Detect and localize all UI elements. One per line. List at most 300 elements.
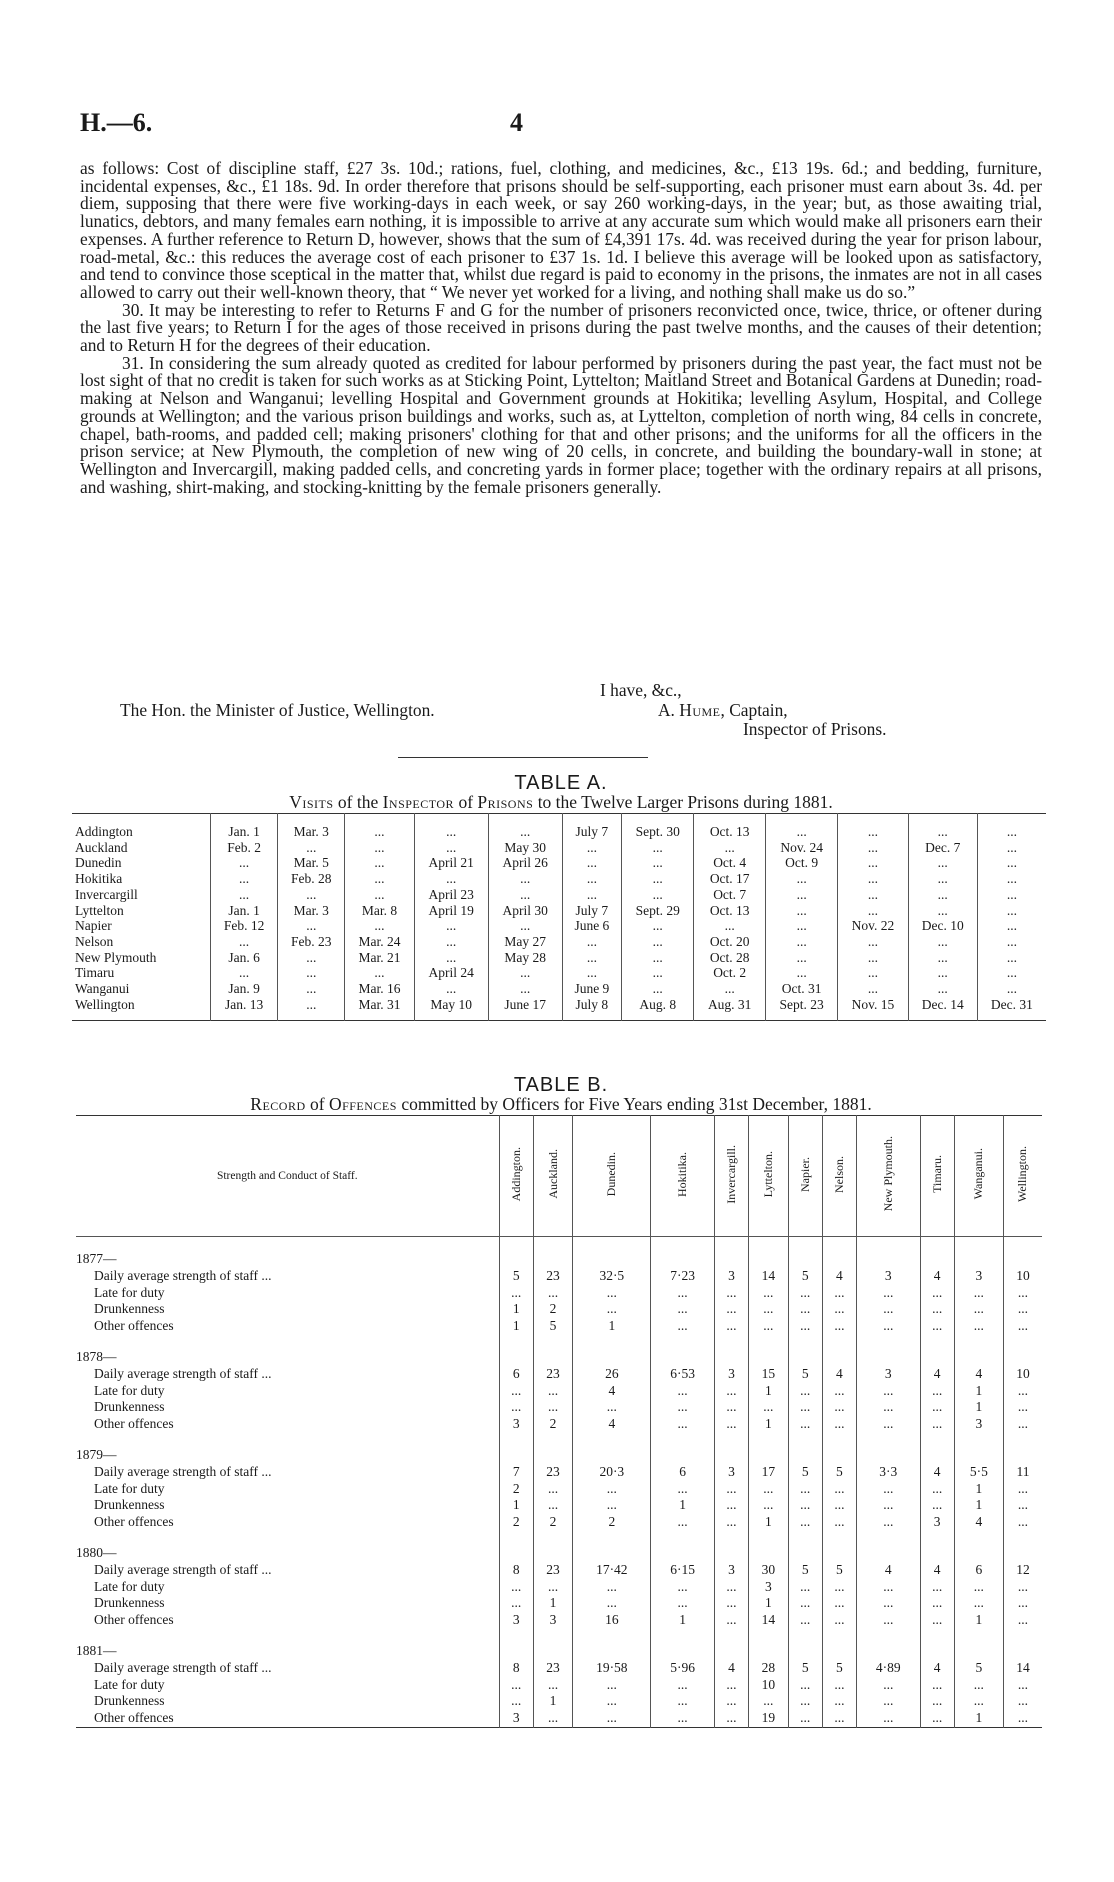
visit-date-cell: ...: [345, 814, 414, 840]
value-cell: 23: [533, 1660, 573, 1677]
visit-date-cell: ...: [211, 965, 278, 981]
value-cell: ...: [822, 1399, 856, 1416]
subtitle-word: of: [454, 792, 478, 812]
empty-cell: [822, 1237, 856, 1268]
empty-cell: [533, 1433, 573, 1464]
table-row: [76, 1383, 1042, 1400]
visit-date-cell: June 17: [488, 997, 562, 1021]
value-cell: ...: [714, 1612, 748, 1629]
visit-date-cell: ...: [414, 871, 488, 887]
table-row: [76, 1677, 1042, 1694]
visit-date-cell: ...: [977, 814, 1046, 840]
table-row: [72, 855, 1046, 871]
empty-cell: [499, 1433, 533, 1464]
row-label: Daily average strength of staff ...: [94, 1267, 272, 1283]
value-cell: 1: [533, 1595, 573, 1612]
value-cell: ...: [714, 1481, 748, 1498]
empty-cell: [822, 1531, 856, 1562]
visit-date-cell: Oct. 13: [694, 814, 765, 840]
visit-date-cell: ...: [694, 918, 765, 934]
column-header-text: New Plymouth.: [880, 1136, 895, 1212]
visit-date-cell: Oct. 4: [694, 855, 765, 871]
value-cell: 3: [856, 1366, 920, 1383]
visit-date-cell: ...: [838, 840, 908, 856]
visit-date-cell: ...: [211, 871, 278, 887]
value-cell: 1: [954, 1710, 1003, 1727]
visit-date-cell: ...: [211, 855, 278, 871]
value-cell: ...: [1003, 1285, 1042, 1302]
value-cell: ...: [1003, 1318, 1042, 1335]
value-cell: 5: [954, 1660, 1003, 1677]
value-cell: 1: [954, 1481, 1003, 1498]
empty-cell: [856, 1335, 920, 1366]
value-cell: ...: [533, 1677, 573, 1694]
visit-date-cell: Oct. 2: [694, 965, 765, 981]
value-cell: ...: [822, 1612, 856, 1629]
visit-date-cell: ...: [765, 918, 838, 934]
visit-date-cell: Mar. 31: [345, 997, 414, 1021]
value-cell: ...: [573, 1285, 651, 1302]
empty-cell: [822, 1335, 856, 1366]
empty-cell: [573, 1335, 651, 1366]
value-cell: ...: [822, 1318, 856, 1335]
value-cell: 4: [714, 1660, 748, 1677]
value-cell: 5: [822, 1660, 856, 1677]
empty-cell: [954, 1433, 1003, 1464]
prison-name: Auckland: [75, 839, 128, 855]
empty-cell: [788, 1335, 822, 1366]
visit-date-cell: Jan. 1: [211, 814, 278, 840]
value-cell: ...: [651, 1579, 715, 1596]
value-cell: 17: [749, 1464, 789, 1481]
value-cell: ...: [822, 1416, 856, 1433]
prison-name: Addington: [75, 824, 133, 839]
value-cell: 1: [749, 1595, 789, 1612]
body-text: [80, 160, 1042, 496]
row-label: Other offences: [94, 1514, 174, 1530]
value-cell: ...: [714, 1595, 748, 1612]
empty-cell: [533, 1629, 573, 1660]
visit-date-cell: ...: [908, 814, 977, 840]
visit-date-cell: Dec. 7: [908, 840, 977, 856]
value-cell: ...: [856, 1301, 920, 1318]
value-cell: 5: [533, 1318, 573, 1335]
visit-date-cell: April 26: [488, 855, 562, 871]
visit-date-cell: Aug. 8: [621, 997, 694, 1021]
prison-name: Hokitika: [75, 871, 123, 887]
visit-date-cell: Jan. 9: [211, 981, 278, 997]
value-cell: 4·89: [856, 1660, 920, 1677]
value-cell: 28: [749, 1660, 789, 1677]
document-reference: H.—6.: [80, 108, 153, 137]
value-cell: ...: [856, 1383, 920, 1400]
table-row: [76, 1612, 1042, 1629]
visit-date-cell: ...: [977, 887, 1046, 903]
table-a-subtitle: [80, 792, 1042, 813]
visit-date-cell: Aug. 31: [694, 997, 765, 1021]
value-cell: ...: [499, 1693, 533, 1710]
row-label: Late for duty: [94, 1480, 165, 1496]
visit-date-cell: ...: [908, 934, 977, 950]
empty-cell: [651, 1629, 715, 1660]
visit-date-cell: Mar. 5: [278, 855, 345, 871]
value-cell: ...: [714, 1285, 748, 1302]
value-cell: ...: [954, 1579, 1003, 1596]
value-cell: 1: [499, 1497, 533, 1514]
column-header-text: Lyttelton.: [760, 1150, 775, 1198]
table-row: [76, 1660, 1042, 1677]
value-cell: ...: [788, 1612, 822, 1629]
visit-date-cell: May 30: [488, 840, 562, 856]
visit-date-cell: ...: [977, 871, 1046, 887]
column-header-text: Timaru.: [929, 1155, 944, 1193]
value-cell: ...: [1003, 1693, 1042, 1710]
value-cell: ...: [533, 1285, 573, 1302]
visit-date-cell: ...: [345, 871, 414, 887]
visit-date-cell: ...: [621, 887, 694, 903]
value-cell: ...: [499, 1595, 533, 1612]
year-label: 1878—: [76, 1348, 117, 1364]
value-cell: ...: [651, 1416, 715, 1433]
visit-date-cell: Dec. 31: [977, 997, 1046, 1021]
column-header: [749, 1116, 789, 1237]
visit-date-cell: ...: [977, 934, 1046, 950]
value-cell: 3: [954, 1268, 1003, 1285]
value-cell: ...: [1003, 1301, 1042, 1318]
visit-date-cell: Dec. 10: [908, 918, 977, 934]
separator-rule: [398, 757, 648, 758]
value-cell: 5: [822, 1464, 856, 1481]
visit-date-cell: ...: [977, 965, 1046, 981]
value-cell: 10: [749, 1677, 789, 1694]
value-cell: 4: [920, 1660, 954, 1677]
empty-cell: [954, 1531, 1003, 1562]
empty-cell: [651, 1335, 715, 1366]
value-cell: 5: [788, 1464, 822, 1481]
visit-date-cell: ...: [488, 918, 562, 934]
visit-date-cell: ...: [908, 855, 977, 871]
visit-date-cell: Oct. 17: [694, 871, 765, 887]
empty-cell: [573, 1531, 651, 1562]
value-cell: ...: [920, 1301, 954, 1318]
column-header-text: Nelson.: [831, 1155, 846, 1193]
value-cell: ...: [573, 1693, 651, 1710]
visit-date-cell: ...: [908, 981, 977, 997]
value-cell: ...: [920, 1579, 954, 1596]
table-row: [76, 1693, 1042, 1710]
column-header: [499, 1116, 533, 1237]
row-label: Late for duty: [94, 1382, 165, 1398]
visit-date-cell: ...: [345, 965, 414, 981]
value-cell: 10: [1003, 1366, 1042, 1383]
visit-date-cell: ...: [345, 918, 414, 934]
row-label: Drunkenness: [94, 1595, 165, 1611]
empty-cell: [1003, 1629, 1042, 1660]
value-cell: ...: [1003, 1481, 1042, 1498]
value-cell: ...: [920, 1693, 954, 1710]
value-cell: 6·15: [651, 1562, 715, 1579]
value-cell: 10: [1003, 1268, 1042, 1285]
table-row: [76, 1481, 1042, 1498]
value-cell: ...: [856, 1481, 920, 1498]
visit-date-cell: ...: [838, 871, 908, 887]
value-cell: 3: [856, 1268, 920, 1285]
visit-date-cell: ...: [488, 871, 562, 887]
value-cell: ...: [788, 1481, 822, 1498]
empty-cell: [499, 1237, 533, 1268]
row-label: Daily average strength of staff ...: [94, 1365, 272, 1381]
empty-cell: [920, 1335, 954, 1366]
value-cell: 15: [749, 1366, 789, 1383]
value-cell: 2: [533, 1416, 573, 1433]
visit-date-cell: July 7: [562, 814, 621, 840]
year-label: 1879—: [76, 1446, 117, 1462]
value-cell: 3: [920, 1514, 954, 1531]
value-cell: 1: [573, 1318, 651, 1335]
row-label: Drunkenness: [94, 1497, 165, 1513]
value-cell: ...: [1003, 1399, 1042, 1416]
value-cell: 7: [499, 1464, 533, 1481]
value-cell: ...: [714, 1301, 748, 1318]
visit-date-cell: Feb. 23: [278, 934, 345, 950]
visit-date-cell: Mar. 3: [278, 814, 345, 840]
table-row: [72, 934, 1046, 950]
value-cell: ...: [651, 1710, 715, 1727]
empty-cell: [822, 1433, 856, 1464]
visit-date-cell: ...: [278, 981, 345, 997]
value-cell: ...: [499, 1383, 533, 1400]
subtitle-word: committed by Officers for Five Years ending 31st December, 1881.: [396, 1094, 872, 1114]
value-cell: 5: [788, 1366, 822, 1383]
column-header: [651, 1116, 715, 1237]
table-row: [76, 1318, 1042, 1335]
column-header: [954, 1116, 1003, 1237]
row-label: Other offences: [94, 1710, 174, 1726]
value-cell: 3: [499, 1416, 533, 1433]
value-cell: 14: [749, 1268, 789, 1285]
value-cell: ...: [920, 1399, 954, 1416]
value-cell: ...: [1003, 1416, 1042, 1433]
value-cell: ...: [1003, 1710, 1042, 1727]
visit-date-cell: ...: [765, 814, 838, 840]
row-label: Drunkenness: [94, 1693, 165, 1709]
empty-cell: [573, 1433, 651, 1464]
visit-date-cell: ...: [414, 814, 488, 840]
value-cell: 4: [856, 1562, 920, 1579]
empty-cell: [573, 1237, 651, 1268]
page-number: 4: [510, 108, 523, 137]
value-cell: ...: [954, 1318, 1003, 1335]
visit-date-cell: April 30: [488, 903, 562, 919]
visit-date-cell: Oct. 20: [694, 934, 765, 950]
prison-name: Wanganui: [75, 981, 130, 997]
value-cell: ...: [788, 1416, 822, 1433]
visit-date-cell: Sept. 23: [765, 997, 838, 1021]
visit-date-cell: ...: [977, 855, 1046, 871]
empty-cell: [499, 1629, 533, 1660]
visit-date-cell: ...: [908, 950, 977, 966]
value-cell: 5·96: [651, 1660, 715, 1677]
empty-cell: [788, 1531, 822, 1562]
value-cell: 3: [714, 1464, 748, 1481]
visit-date-cell: ...: [211, 934, 278, 950]
table-row: [76, 1366, 1042, 1383]
value-cell: 23: [533, 1268, 573, 1285]
value-cell: ...: [749, 1693, 789, 1710]
visit-date-cell: April 19: [414, 903, 488, 919]
value-cell: 23: [533, 1562, 573, 1579]
value-cell: ...: [499, 1579, 533, 1596]
visit-date-cell: ...: [488, 981, 562, 997]
prison-name: Lyttelton: [75, 902, 124, 918]
empty-cell: [920, 1629, 954, 1660]
visit-date-cell: Oct. 13: [694, 903, 765, 919]
signatory-initial: A.: [658, 700, 680, 720]
value-cell: ...: [788, 1693, 822, 1710]
value-cell: ...: [749, 1399, 789, 1416]
empty-cell: [1003, 1237, 1042, 1268]
paragraph: 30. It may be interesting to refer to Returns F and G for the number of prisoners reconvicted once, twice, thrice, or oftener during the last five years; to Return I for the ages of those received in prisons during the past twelve months, and the causes of their detention; and to Return H for the degrees of their education.: [80, 299, 1042, 356]
row-label: Daily average strength of staff ...: [94, 1561, 272, 1577]
year-row: [76, 1335, 1042, 1366]
visit-date-cell: July 7: [562, 903, 621, 919]
row-label: Drunkenness: [94, 1399, 165, 1415]
year-row: [76, 1237, 1042, 1268]
table-row: [72, 918, 1046, 934]
value-cell: ...: [714, 1677, 748, 1694]
value-cell: ...: [573, 1301, 651, 1318]
empty-cell: [714, 1531, 748, 1562]
empty-cell: [533, 1335, 573, 1366]
subtitle-word: Prisons: [477, 792, 534, 812]
value-cell: 6: [499, 1366, 533, 1383]
table-row: [72, 950, 1046, 966]
value-cell: ...: [1003, 1514, 1042, 1531]
value-cell: ...: [1003, 1497, 1042, 1514]
value-cell: ...: [573, 1481, 651, 1498]
visit-date-cell: ...: [488, 814, 562, 840]
table-row: [76, 1301, 1042, 1318]
value-cell: 1: [749, 1514, 789, 1531]
visit-date-cell: Nov. 24: [765, 840, 838, 856]
row-label: Other offences: [94, 1318, 174, 1334]
column-header: [1003, 1116, 1042, 1237]
table-row: [76, 1416, 1042, 1433]
visit-date-cell: ...: [562, 871, 621, 887]
visit-date-cell: ...: [345, 855, 414, 871]
value-cell: ...: [920, 1595, 954, 1612]
empty-cell: [856, 1531, 920, 1562]
empty-cell: [651, 1433, 715, 1464]
value-cell: ...: [822, 1514, 856, 1531]
value-cell: ...: [920, 1710, 954, 1727]
column-header-text: Hokitika.: [675, 1151, 690, 1197]
value-cell: ...: [749, 1301, 789, 1318]
visit-date-cell: ...: [621, 965, 694, 981]
value-cell: ...: [714, 1497, 748, 1514]
year-label: 1880—: [76, 1544, 117, 1560]
value-cell: ...: [573, 1579, 651, 1596]
value-cell: ...: [856, 1318, 920, 1335]
value-cell: 5: [788, 1660, 822, 1677]
empty-cell: [714, 1433, 748, 1464]
value-cell: ...: [651, 1693, 715, 1710]
signature-block: [80, 682, 1042, 742]
visit-date-cell: Mar. 8: [345, 903, 414, 919]
value-cell: ...: [822, 1693, 856, 1710]
value-cell: 6·53: [651, 1366, 715, 1383]
value-cell: ...: [788, 1301, 822, 1318]
subtitle-word: Visits: [289, 792, 334, 812]
visit-date-cell: Mar. 21: [345, 950, 414, 966]
table-b-subtitle: [80, 1094, 1042, 1115]
signatory-title: Inspector of Prisons.: [743, 719, 887, 739]
signatory-name: Hume: [679, 700, 721, 720]
table-row: [76, 1285, 1042, 1302]
value-cell: ...: [499, 1285, 533, 1302]
value-cell: 26: [573, 1366, 651, 1383]
value-cell: ...: [920, 1318, 954, 1335]
value-cell: ...: [822, 1579, 856, 1596]
row-label: Other offences: [94, 1416, 174, 1432]
table-b: [76, 1115, 1042, 1728]
visit-date-cell: Sept. 30: [621, 814, 694, 840]
value-cell: 1: [954, 1399, 1003, 1416]
value-cell: 4: [954, 1514, 1003, 1531]
value-cell: ...: [1003, 1579, 1042, 1596]
visit-date-cell: ...: [345, 887, 414, 903]
visit-date-cell: Feb. 2: [211, 840, 278, 856]
value-cell: 6: [954, 1562, 1003, 1579]
visit-date-cell: ...: [621, 950, 694, 966]
value-cell: ...: [651, 1318, 715, 1335]
empty-cell: [714, 1629, 748, 1660]
visit-date-cell: ...: [278, 840, 345, 856]
visit-date-cell: June 9: [562, 981, 621, 997]
column-header: [856, 1116, 920, 1237]
visit-date-cell: ...: [621, 981, 694, 997]
value-cell: 3: [954, 1416, 1003, 1433]
value-cell: 19·58: [573, 1660, 651, 1677]
visit-date-cell: June 6: [562, 918, 621, 934]
visit-date-cell: ...: [694, 981, 765, 997]
value-cell: 17·42: [573, 1562, 651, 1579]
year-label: 1881—: [76, 1642, 117, 1658]
empty-cell: [788, 1433, 822, 1464]
column-header: [822, 1116, 856, 1237]
value-cell: ...: [573, 1677, 651, 1694]
table-row: [76, 1464, 1042, 1481]
value-cell: 5·5: [954, 1464, 1003, 1481]
value-cell: 14: [1003, 1660, 1042, 1677]
value-cell: 4: [822, 1268, 856, 1285]
table-row: [72, 997, 1046, 1021]
value-cell: 2: [499, 1514, 533, 1531]
value-cell: ...: [714, 1383, 748, 1400]
visit-date-cell: Oct. 31: [765, 981, 838, 997]
year-row: [76, 1531, 1042, 1562]
value-cell: 23: [533, 1366, 573, 1383]
value-cell: 7·23: [651, 1268, 715, 1285]
column-header-text: Wanganui.: [971, 1148, 986, 1200]
column-header-text: Wellington.: [1015, 1145, 1030, 1203]
row-label: Drunkenness: [94, 1301, 165, 1317]
row-label: Other offences: [94, 1612, 174, 1628]
value-cell: 20·3: [573, 1464, 651, 1481]
value-cell: 8: [499, 1660, 533, 1677]
value-cell: 12: [1003, 1562, 1042, 1579]
subtitle-word: of: [305, 1094, 329, 1114]
